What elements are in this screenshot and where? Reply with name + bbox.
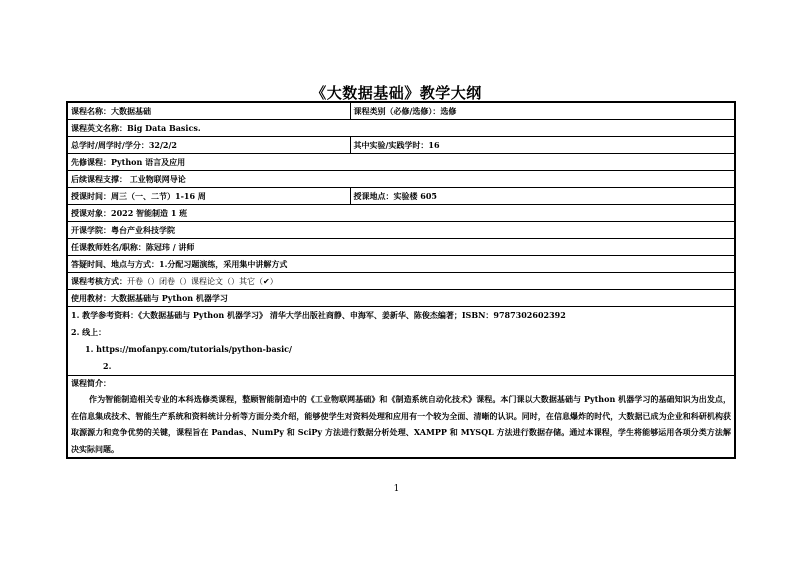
- location-cell: 授课地点：实验楼 605: [350, 188, 735, 205]
- check-icon: ✔: [263, 276, 270, 286]
- assessment-options: 开卷（）闭卷（）课程论文（）其它（: [127, 276, 263, 286]
- followup-cell: 后续课程支撑： 工业物联网导论: [67, 171, 735, 188]
- document-title: 《大数据基础》教学大纲: [311, 84, 482, 102]
- table-row: [67, 239, 735, 256]
- syllabus-table: [66, 101, 736, 459]
- table-row: [67, 102, 735, 120]
- qa-cell: 答疑时间、地点与方式：1.分配习题演练，采用集中讲解方式: [67, 256, 735, 273]
- table-row: [67, 273, 735, 290]
- course-name-cell: 课程名称：大数据基础: [67, 102, 350, 120]
- table-row: [67, 154, 735, 171]
- table-row: [67, 290, 735, 307]
- references-cell: [67, 307, 735, 376]
- prereq-cell: 先修课程：Python 语言及应用: [67, 154, 735, 171]
- table-row: [67, 222, 735, 239]
- reference-link: 1. https://mofanpy.com/tutorials/python-basic/: [85, 344, 292, 354]
- table-row: [67, 137, 735, 154]
- hours-cell: 总学时/周学时/学分：32/2/2: [67, 137, 350, 154]
- textbook-cell: 使用教材：大数据基础与 Python 机器学习: [67, 290, 735, 307]
- audience-cell: 授课对象：2022 智能制造 1 班: [67, 205, 735, 222]
- intro-cell: [67, 376, 735, 459]
- course-type-cell: 课程类别（必修/选修）：选修: [350, 102, 735, 120]
- table-row: [67, 205, 735, 222]
- reference-1: 1. 教学参考资料：《大数据基础与 Python 机器学习》 清华大学出版社商静、申海军、姜新华、陈俊杰编著；ISBN：9787302602392: [71, 310, 566, 320]
- english-name-cell: 课程英文名称：Big Data Basics.: [67, 120, 735, 137]
- table-row: [67, 376, 735, 459]
- table-row: [67, 256, 735, 273]
- assessment-cell: [67, 273, 735, 290]
- teacher-cell: 任课教师姓名/职称：陈冠玮 / 讲师: [67, 239, 735, 256]
- time-cell: 授课时间：周三（一、二节）1-16 周: [67, 188, 350, 205]
- table-row: [67, 171, 735, 188]
- reference-2-item-2: 2.: [103, 361, 112, 371]
- assessment-close: ）: [269, 276, 278, 286]
- table-row: [67, 120, 735, 137]
- intro-label: 课程简介：: [71, 378, 111, 388]
- college-cell: 开课学院：粤台产业科技学院: [67, 222, 735, 239]
- reference-2-label: 2. 线上：: [71, 327, 107, 337]
- intro-text: 作为智能制造相关专业的本科选修类课程，整顾智能制造中的《工业物联网基础》和《制造系统自动化技术》课程。本门课以大数据基础与 Python 机器学习的基础知识为出发点，在信息集成技术、智能生产系统和资料统计分析等方面分类介绍，能够使学生对资料处理和应用有一个较为全面、清晰的认识。同时，在信息爆炸的时代，大数据已成为企业和科研机构获取源源力和竞争优势的关键，课程旨在 Pandas、NumPy 和 SciPy 方法进行数据分析处理、XAMPP 和 MYSQL 方法进行数据存储。通过本课程，学生将能够运用各项分类方法解决实际问题。: [71, 394, 731, 454]
- table-row: [67, 188, 735, 205]
- lab-hours-cell: 其中实验/实践学时：16: [350, 137, 735, 154]
- assessment-label: 课程考核方式：: [71, 275, 127, 286]
- page-number: 1: [393, 484, 400, 494]
- table-row: [67, 307, 735, 376]
